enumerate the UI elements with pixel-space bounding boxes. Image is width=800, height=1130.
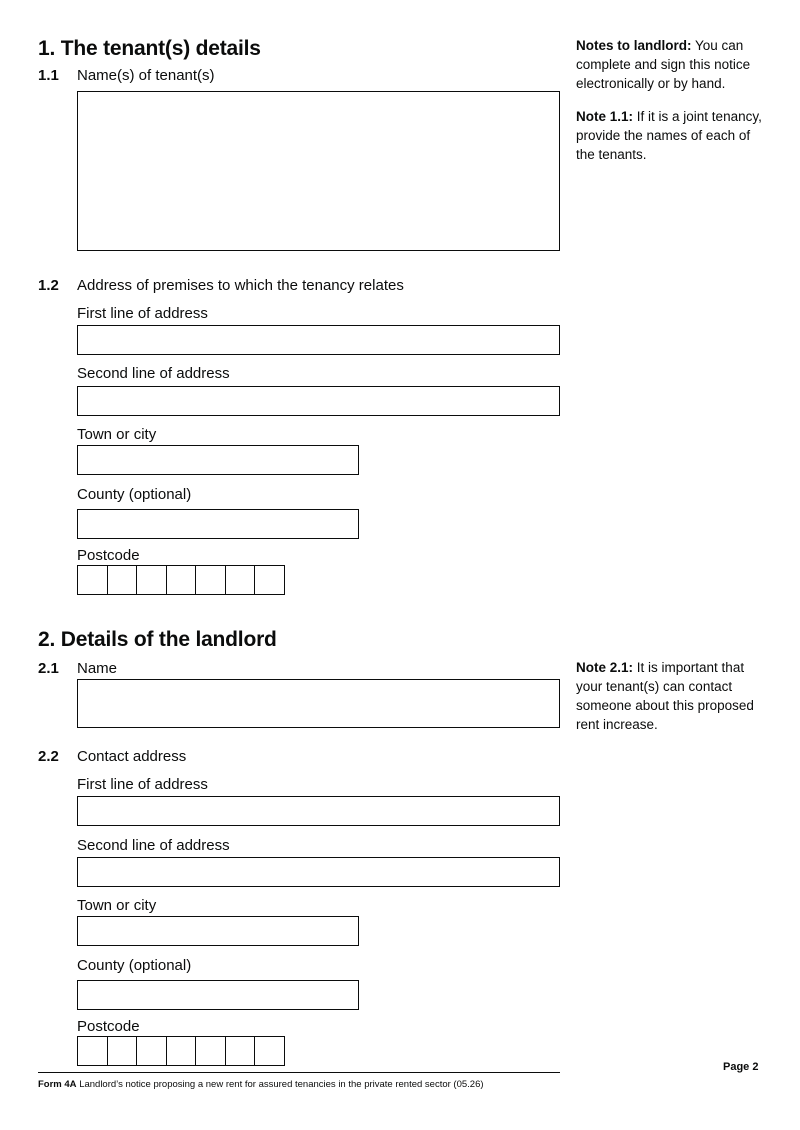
landlord-second-line-label: Second line of address	[77, 837, 230, 854]
landlord-first-line-label: First line of address	[77, 776, 208, 793]
note-landlord	[576, 36, 772, 93]
premises-county-field[interactable]	[77, 509, 359, 539]
question-1-1-number: 1.1	[38, 67, 59, 84]
postcode-cell[interactable]	[195, 565, 226, 595]
landlord-town-field[interactable]	[77, 916, 359, 946]
postcode-cell[interactable]	[166, 565, 197, 595]
postcode-cell[interactable]	[136, 1036, 167, 1066]
note-2-1-text: It is important that your tenant(s) can contact someone about this proposed rent increase.	[576, 660, 754, 732]
tenant-names-field[interactable]	[77, 91, 560, 251]
note-1-1-text: If it is a joint tenancy, provide the names of each of the tenants.	[576, 109, 762, 162]
question-1-2-number: 1.2	[38, 277, 59, 294]
question-1-1-label: Name(s) of tenant(s)	[77, 67, 215, 84]
premises-first-line-field[interactable]	[77, 325, 560, 355]
postcode-cell[interactable]	[225, 565, 256, 595]
footer-form-id: Form 4A	[38, 1079, 77, 1090]
note-1-1-heading: Note 1.1:	[576, 109, 634, 124]
premises-first-line-label: First line of address	[77, 305, 208, 322]
postcode-cell[interactable]	[225, 1036, 256, 1066]
landlord-name-field[interactable]	[77, 679, 560, 728]
landlord-first-line-field[interactable]	[77, 796, 560, 826]
premises-postcode-field	[77, 565, 285, 595]
footer-divider	[38, 1072, 560, 1073]
question-2-1-label: Name	[77, 660, 118, 677]
postcode-cell[interactable]	[254, 1036, 285, 1066]
landlord-county-label: County (optional)	[77, 957, 192, 974]
postcode-cell[interactable]	[107, 1036, 138, 1066]
premises-second-line-field[interactable]	[77, 386, 560, 416]
question-1-2-label: Address of premises to which the tenancy relates	[77, 277, 404, 294]
note-landlord-heading: Notes to landlord:	[576, 38, 692, 53]
landlord-town-label: Town or city	[77, 897, 157, 914]
postcode-cell[interactable]	[195, 1036, 226, 1066]
premises-postcode-label: Postcode	[77, 547, 140, 564]
question-2-2-number: 2.2	[38, 748, 59, 765]
postcode-cell[interactable]	[77, 1036, 108, 1066]
postcode-cell[interactable]	[107, 565, 138, 595]
premises-second-line-label: Second line of address	[77, 365, 230, 382]
notes-column-top	[576, 36, 772, 178]
note-2-1	[576, 658, 772, 734]
note-landlord-text: You can complete and sign this notice electronically or by hand.	[576, 38, 751, 91]
postcode-cell[interactable]	[254, 565, 285, 595]
note-1-1	[576, 107, 772, 164]
premises-county-label: County (optional)	[77, 486, 192, 503]
postcode-cell[interactable]	[166, 1036, 197, 1066]
landlord-postcode-label: Postcode	[77, 1018, 140, 1035]
landlord-county-field[interactable]	[77, 980, 359, 1010]
premises-town-label: Town or city	[77, 426, 157, 443]
question-2-1-number: 2.1	[38, 660, 59, 677]
note-2-1-heading: Note 2.1:	[576, 660, 634, 675]
landlord-postcode-field	[77, 1036, 285, 1066]
page-number: Page 2	[723, 1061, 759, 1073]
postcode-cell[interactable]	[77, 565, 108, 595]
notes-column-section-2	[576, 658, 772, 748]
question-2-2-label: Contact address	[77, 748, 187, 765]
section-1-title: 1. The tenant(s) details	[38, 37, 261, 60]
footer-form-description: Landlord’s notice proposing a new rent for assured tenancies in the private rented sector (05.26)	[79, 1079, 484, 1090]
section-2-title: 2. Details of the landlord	[38, 628, 277, 651]
premises-town-field[interactable]	[77, 445, 359, 475]
footer-form-info	[38, 1079, 484, 1090]
postcode-cell[interactable]	[136, 565, 167, 595]
landlord-second-line-field[interactable]	[77, 857, 560, 887]
